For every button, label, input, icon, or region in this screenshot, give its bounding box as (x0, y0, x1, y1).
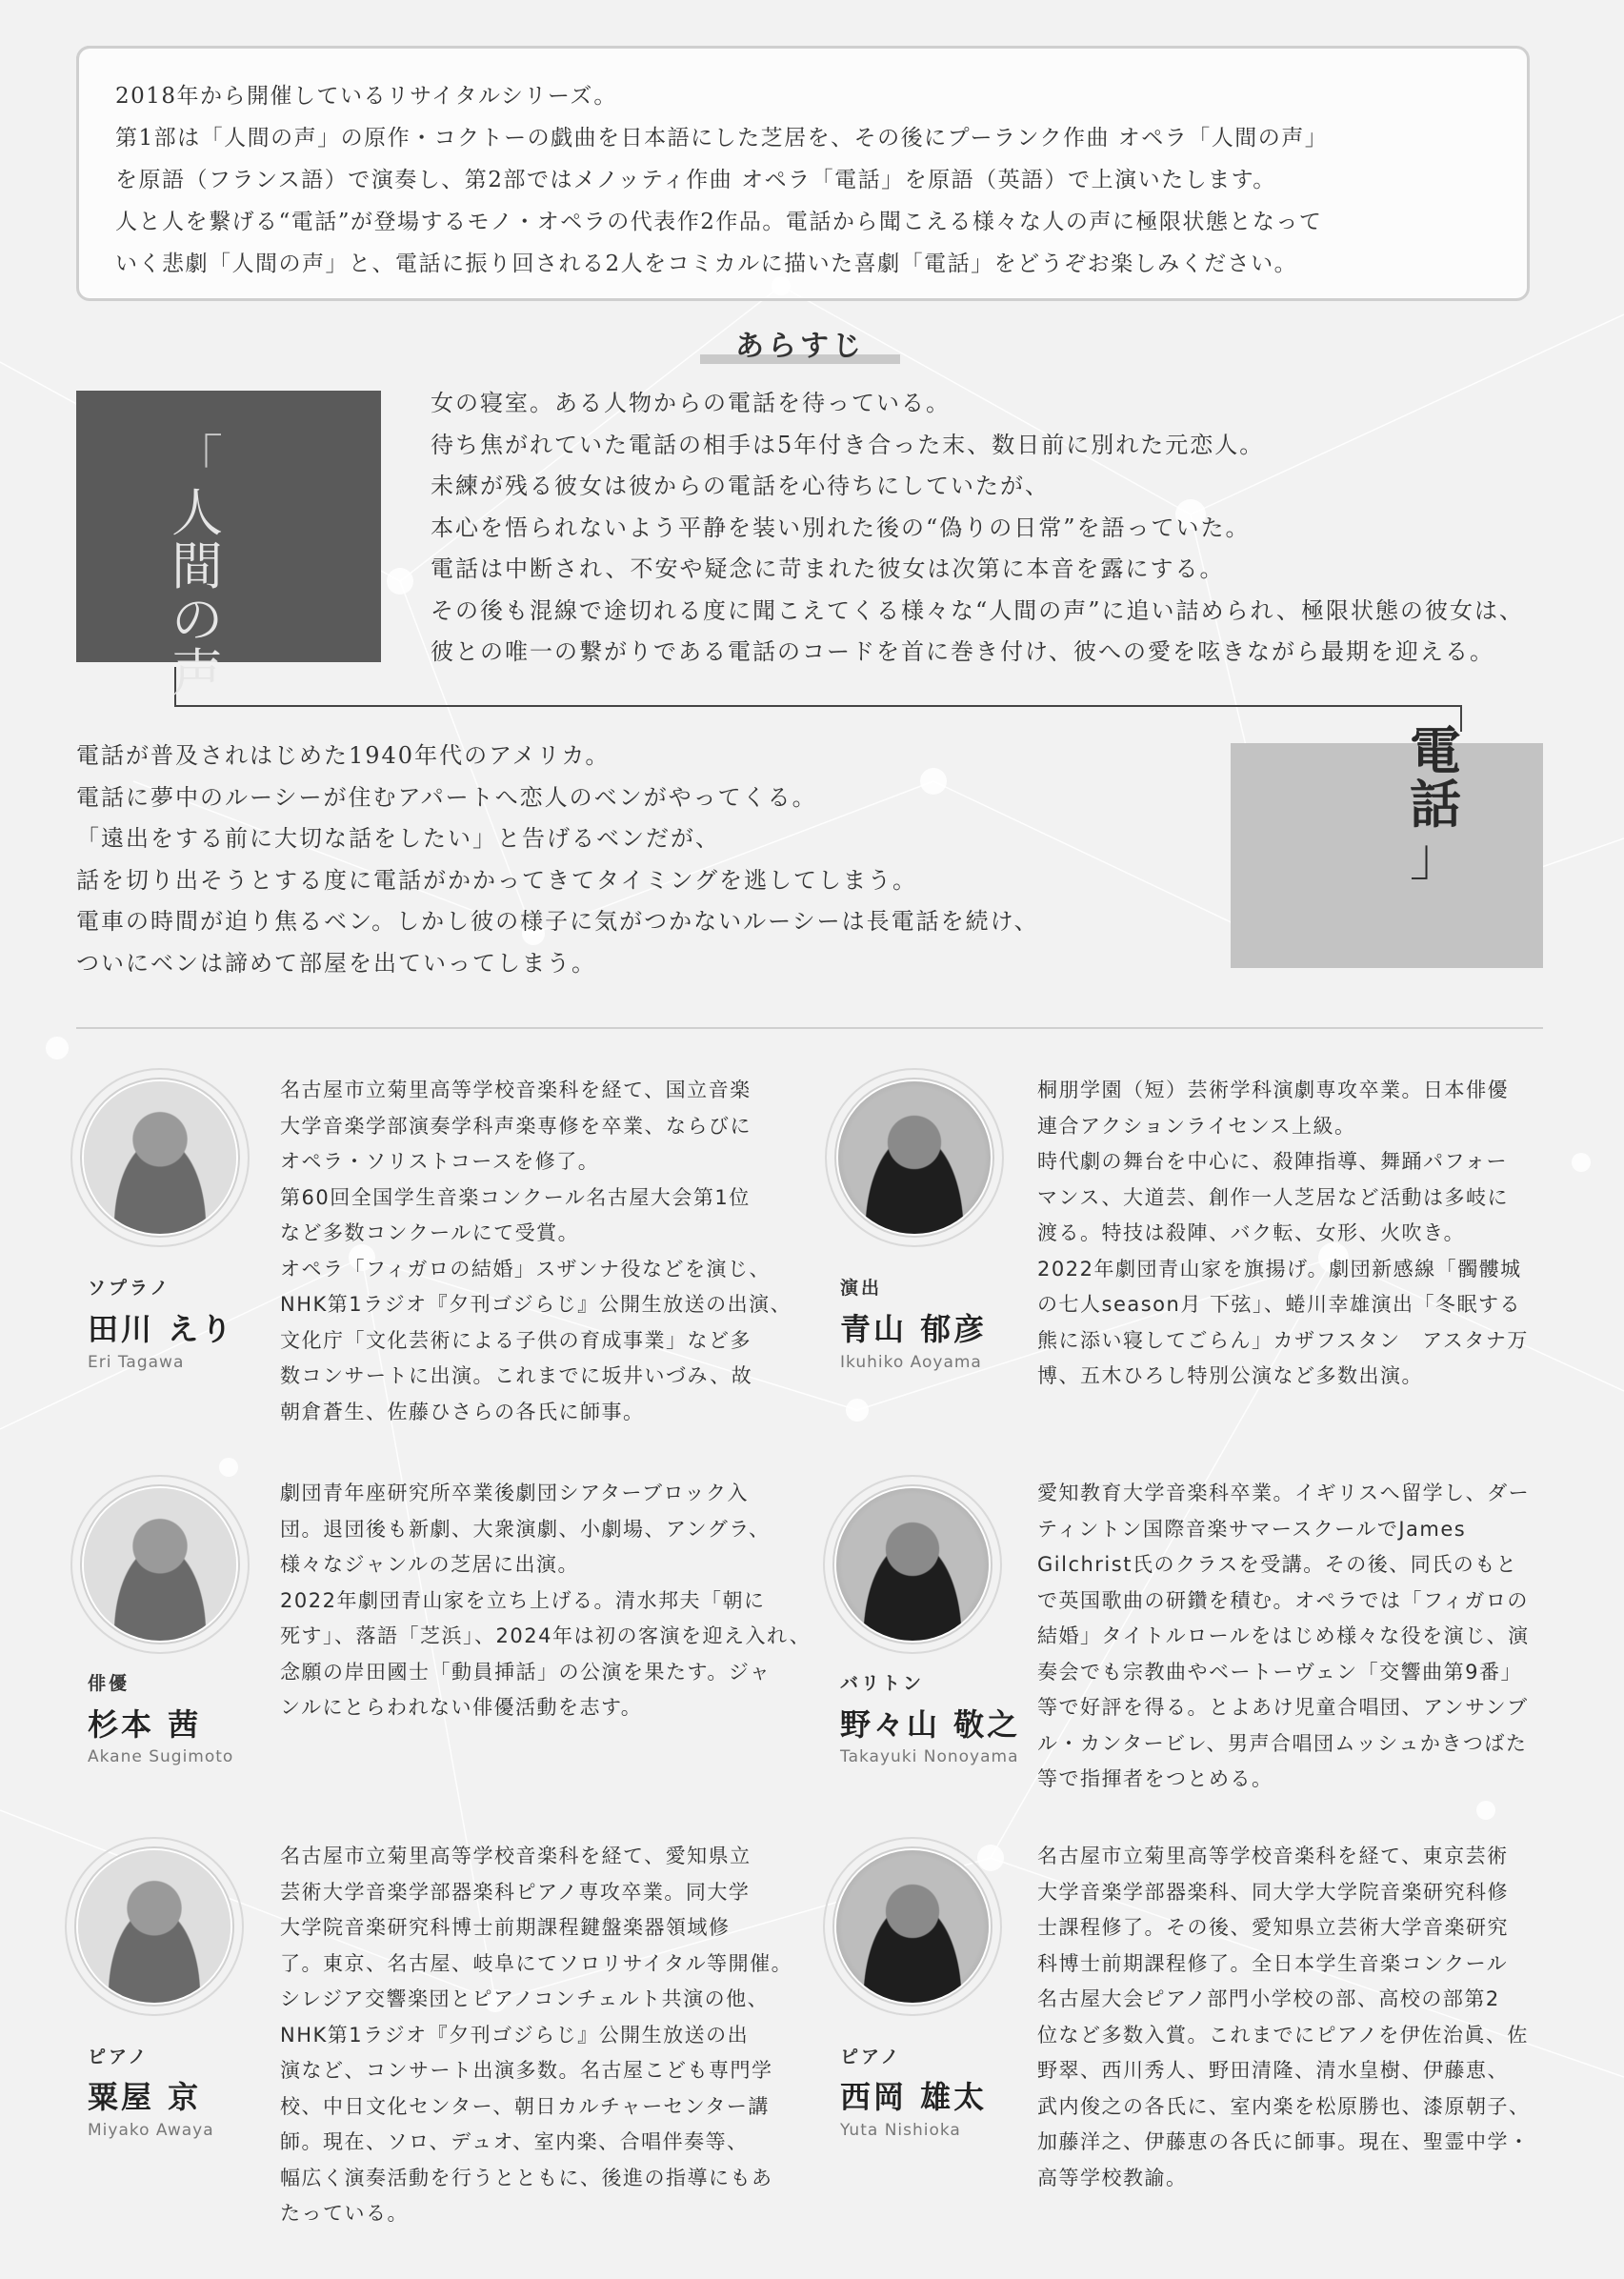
bio-line: 芸術大学音楽学部器楽科ピアノ専攻卒業。同大学 (280, 1880, 751, 1904)
bio-line: 大学音楽学部演奏学科声楽専修を卒業、ならびに (280, 1114, 752, 1138)
work1-title-panel (76, 391, 381, 662)
bio-line: 大学音楽学部器楽科、同大学大学院音楽研究科修 (1037, 1880, 1509, 1904)
bio-line: 劇団青年座研究所卒業後劇団シアターブロック入 (280, 1482, 750, 1504)
bio-line: マンス、大道芸、創作一人芝居など活動は多岐に (1037, 1185, 1509, 1209)
performer-bio (1037, 1476, 1530, 1798)
bio-line: 熊に添い寝してごらん」カザフスタン アスタナ万 (1037, 1328, 1529, 1352)
synopsis-line: 電車の時間が迫り焦るベン。しかし彼の様子に気がつかないルーシーは長電話を続け、 (76, 908, 1039, 935)
bio-line: 博、五木ひろし特別公演など多数出演。 (1037, 1364, 1423, 1387)
performer-bio (280, 1476, 811, 1726)
performer-name-roman: Miyako Awaya (88, 2121, 214, 2140)
avatar (836, 1850, 989, 2003)
bio-line: シレジア交響楽団とピアノコンチェルト共演の他、 (280, 1987, 770, 2010)
synopsis-line: 女の寝室。ある人物からの電話を待っている。 (431, 390, 951, 416)
performer-role: ピアノ (88, 2047, 150, 2067)
bio-line: など多数コンクールにて受賞。 (280, 1221, 580, 1244)
performer-bio (1037, 1839, 1531, 2196)
performer-name: 野々山 敬之 (840, 1706, 1021, 1743)
work1-open-bracket: 「 (171, 430, 225, 490)
synopsis-line: 未練が残る彼女は彼からの電話を心待ちにしていたが、 (431, 473, 1050, 499)
bio-line: たっている。 (280, 2202, 409, 2225)
synopsis-heading: あらすじ (735, 330, 865, 363)
performer-name-roman: Ikuhiko Aoyama (840, 1353, 982, 1372)
bio-line: 野翠、西川秀人、野田清隆、清水皇樹、伊藤恵、 (1037, 2059, 1509, 2082)
bio-line: 名古屋市立菊里高等学校音楽科を経て、愛知県立 (280, 1845, 752, 1867)
bio-line: 名古屋市立菊里高等学校音楽科を経て、国立音楽 (280, 1079, 752, 1101)
synopsis-line: 彼との唯一の繋がりである電話のコードを首に巻き付け、彼への愛を呟きながら最期を迎える。 (431, 638, 1495, 665)
bio-line: 了。東京、名古屋、岐阜にてソロリサイタル等開催。 (280, 1951, 793, 1975)
avatar (836, 1488, 989, 1641)
bio-line: Gilchrist氏のクラスを受講。その後、同氏のもと (1037, 1553, 1518, 1576)
bio-line: 名古屋大会ピアノ部門小学校の部、高校の部第2 (1037, 1987, 1500, 2010)
performer-name-roman: Eri Tagawa (88, 1353, 185, 1372)
intro-text (115, 75, 1498, 285)
performer-name-roman: Takayuki Nonoyama (840, 1747, 1019, 1766)
bio-line: 士課程修了。その後、愛知県立芸術大学音楽研究 (1037, 1916, 1509, 1939)
work2-title-panel (1231, 743, 1543, 968)
performer-name-roman: Akane Sugimoto (88, 1747, 234, 1766)
bio-line: 演など、コンサート出演多数。名古屋こども専門学 (280, 2059, 773, 2082)
bio-line: 桐朋学園（短）芸術学科演劇専攻卒業。日本俳優 (1037, 1079, 1509, 1101)
bio-line: ル・カンタービレ、男声合唱団ムッシュかきつばた (1037, 1731, 1528, 1755)
performer-name: 田川 えり (88, 1311, 235, 1347)
bio-line: NHK第1ラジオ『夕刊ゴジらじ』公開生放送の出 (280, 2023, 750, 2047)
bio-line: 様々なジャンルの芝居に出演。 (280, 1553, 580, 1576)
bio-line: 科博士前期課程修了。全日本学生音楽コンクール (1037, 1951, 1509, 1975)
bio-line: 死す」、落語「芝浜」、2024年は初の客演を迎え入れ、 (280, 1624, 812, 1647)
bio-line: 大学院音楽研究科博士前期課程鍵盤楽器領域修 (280, 1916, 731, 1939)
bio-line: 数コンサートに出演。これまでに坂井いづみ、故 (280, 1364, 753, 1387)
avatar (84, 1081, 236, 1234)
intro-line: 第1部は「人間の声」の原作・コクトーの戯曲を日本語にした芝居を、その後にプーランク作曲 オペラ「人間の声」 (115, 126, 1329, 151)
performer-name: 青山 郁彦 (840, 1311, 988, 1347)
work1-title-text: 人間の声 (171, 483, 225, 703)
bio-line: で英国歌曲の研鑽を積む。オペラでは「フィガロの (1037, 1588, 1529, 1612)
synopsis-line: 本心を悟られないよう平静を装い別れた後の“偽りの日常”を語っていた。 (431, 514, 1251, 541)
synopsis-line: 電話に夢中のルーシーが住むアパートへ恋人のベンがやってくる。 (76, 783, 817, 811)
connector-line (174, 705, 1462, 707)
bio-line: 文化庁「文化芸術による子供の育成事業」など多 (280, 1328, 752, 1352)
bio-line: NHK第1ラジオ『夕刊ゴジらじ』公開生放送の出演、 (280, 1293, 792, 1316)
bio-line: 加藤洋之、伊藤恵の各氏に師事。現在、聖霊中学・ (1037, 2130, 1531, 2153)
work2-synopsis (76, 736, 1200, 984)
synopsis-line: 電話が普及されはじめた1940年代のアメリカ。 (76, 742, 611, 769)
bio-line: 高等学校教諭。 (1037, 2166, 1188, 2189)
performer-role: バリトン (840, 1673, 925, 1694)
work1-synopsis (431, 383, 1554, 674)
intro-line: いく悲劇「人間の声」と、電話に振り回される2人をコミカルに描いた喜劇「電話」をどうぞお楽しみください。 (115, 252, 1298, 276)
bio-line: オペラ「フィガロの結婚」スザンナ役などを演じ、 (280, 1257, 771, 1281)
performer-name: 杉本 茜 (88, 1706, 202, 1743)
bio-line: 2022年劇団青山家を旗揚げ。劇団新感線「髑髏城 (1037, 1257, 1522, 1281)
performer-role: ソプラノ (88, 1278, 171, 1299)
synopsis-line: 話を切り出そうとする度に電話がかかってきてタイミングを逃してしまう。 (76, 866, 918, 894)
section-divider (76, 1027, 1543, 1029)
bio-line: 連合アクションライセンス上級。 (1037, 1114, 1356, 1138)
work2-close-bracket: 」 (1410, 827, 1463, 887)
bio-line: 愛知教育大学音楽科卒業。イギリスへ留学し、ダー (1037, 1482, 1531, 1504)
bio-line: 団。退団後も新劇、大衆演劇、小劇場、アングラ、 (280, 1517, 771, 1541)
bio-line: 等で指揮者をつとめる。 (1037, 1767, 1273, 1790)
bio-line: 名古屋市立菊里高等学校音楽科を経て、東京芸術 (1037, 1845, 1509, 1867)
synopsis-line: ついにベンは諦めて部屋を出ていってしまう。 (76, 949, 596, 977)
performer-bio (1037, 1073, 1529, 1395)
synopsis-line: 電話は中断され、不安や疑念に苛まれた彼女は次第に本音を露にする。 (431, 555, 1225, 582)
intro-box (76, 46, 1530, 301)
bio-line: 渡る。特技は殺陣、バク転、女形、火吹き。 (1037, 1221, 1466, 1244)
performer-bio (280, 1073, 792, 1430)
intro-corner-decoration (76, 46, 104, 73)
avatar (78, 1850, 231, 2003)
bio-line: の七人season月 下弦」、蜷川幸雄演出「冬眠する (1037, 1293, 1522, 1316)
intro-line: 2018年から開催しているリサイタルシリーズ。 (115, 84, 617, 109)
performer-role: 俳優 (88, 1673, 130, 1694)
work2-title (1408, 720, 1465, 887)
performer-name: 西岡 雄太 (840, 2079, 988, 2115)
performer-role: 演出 (840, 1278, 883, 1299)
synopsis-line: 「遠出をする前に大切な話をしたい」と告げるベンだが、 (76, 825, 720, 852)
performer-bio (280, 1839, 792, 2232)
bio-line: 朝倉蒼生、佐藤ひさらの各氏に師事。 (280, 1400, 645, 1423)
bio-line: 時代劇の舞台を中心に、殺陣指導、舞踊パフォー (1037, 1150, 1508, 1173)
bio-line: 幅広く演奏活動を行うとともに、後進の指導にもあ (280, 2166, 773, 2189)
performer-name: 粟屋 京 (88, 2079, 202, 2115)
bio-line: 等で好評を得る。とよあけ児童合唱団、アンサンブ (1037, 1696, 1529, 1719)
avatar (838, 1081, 991, 1234)
performer-role: ピアノ (840, 2047, 902, 2067)
bio-line: ンルにとらわれない俳優活動を志す。 (280, 1696, 643, 1719)
bio-line: 奏会でも宗教曲やベートーヴェン「交響曲第9番」 (1037, 1660, 1523, 1684)
bio-line: 2022年劇団青山家を立ち上げる。清水邦夫「朝に (280, 1588, 766, 1612)
intro-line: を原語（フランス語）で演奏し、第2部ではメノッティ作曲 オペラ「電話」を原語（英語）で上演いたします。 (115, 168, 1276, 192)
synopsis-line: その後も混線で途切れる度に聞こえてくる様々な“人間の声”に追い詰められ、極限状態の彼女は、 (431, 596, 1524, 624)
bio-line: 武内俊之の各氏に、室内楽を松原勝也、漆原朝子、 (1037, 2094, 1531, 2118)
performer-name-roman: Yuta Nishioka (840, 2121, 961, 2140)
avatar (84, 1488, 236, 1641)
bio-line: オペラ・ソリストコースを修了。 (280, 1150, 600, 1173)
bio-line: ティントン国際音楽サマースクールでJames (1037, 1517, 1467, 1541)
work1-title (170, 430, 227, 703)
bio-line: 念願の岸田國士「動員挿話」の公演を果たす。ジャ (280, 1660, 772, 1684)
bio-line: 第60回全国学生音楽コンクール名古屋大会第1位 (280, 1185, 751, 1209)
bio-line: 結婚」タイトルロールをはじめ様々な役を演じ、演 (1037, 1624, 1530, 1647)
synopsis-line: 待ち焦がれていた電話の相手は5年付き合った末、数日前に別れた元恋人。 (431, 431, 1265, 458)
bio-line: 師。現在、ソロ、デュオ、室内楽、合唱伴奏等、 (280, 2130, 749, 2153)
bio-line: 位など多数入賞。これまでにピアノを伊佐治眞、佐 (1037, 2023, 1529, 2047)
intro-line: 人と人を繋げる“電話”が登場するモノ・オペラの代表作2作品。電話から聞こえる様々な人の声に極限状態となって (115, 210, 1323, 234)
work2-title-text: 電話 (1410, 720, 1463, 835)
bio-line: 校、中日文化センター、朝日カルチャーセンター講 (280, 2094, 770, 2118)
